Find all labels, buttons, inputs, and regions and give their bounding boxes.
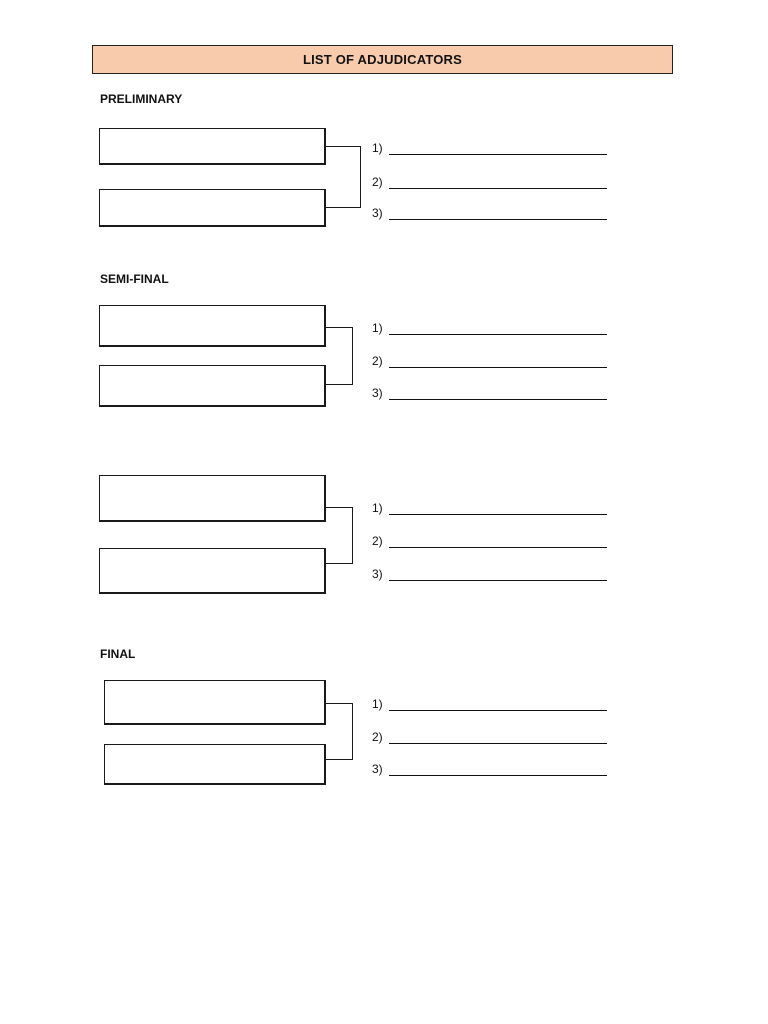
adjudicator-line[interactable] [372, 386, 612, 402]
line-number: 3) [372, 762, 383, 776]
team-box-7[interactable] [104, 680, 326, 725]
adjudicator-line[interactable] [372, 141, 612, 157]
line-number: 1) [372, 321, 383, 335]
line-number: 1) [372, 501, 383, 515]
adjudicator-line[interactable] [372, 730, 612, 746]
team-box-3[interactable] [99, 305, 326, 347]
line-number: 2) [372, 730, 383, 744]
team-box-2[interactable] [99, 189, 326, 227]
team-box-8[interactable] [104, 744, 326, 785]
line-number: 3) [372, 206, 383, 220]
team-box-4[interactable] [99, 365, 326, 407]
adjudicator-line[interactable] [372, 697, 612, 713]
section-label-semi-final: SEMI-FINAL [100, 272, 169, 286]
line-number: 3) [372, 386, 383, 400]
line-number: 1) [372, 141, 383, 155]
line-number: 3) [372, 567, 383, 581]
line-number: 2) [372, 354, 383, 368]
adjudicator-line[interactable] [372, 175, 612, 191]
section-label-preliminary: PRELIMINARY [100, 92, 183, 106]
adjudicator-line[interactable] [372, 567, 612, 583]
team-box-6[interactable] [99, 548, 326, 594]
page-title: LIST OF ADJUDICATORS [302, 52, 463, 67]
line-number: 2) [372, 534, 383, 548]
team-box-1[interactable] [99, 128, 326, 165]
adjudicator-line[interactable] [372, 534, 612, 550]
adjudicator-line[interactable] [372, 206, 612, 222]
line-number: 2) [372, 175, 383, 189]
adjudicator-line[interactable] [372, 762, 612, 778]
adjudicator-line[interactable] [372, 354, 612, 370]
adjudicator-line[interactable] [372, 501, 612, 517]
adjudicator-line[interactable] [372, 321, 612, 337]
section-label-final: FINAL [100, 647, 136, 661]
title-bar [92, 45, 673, 74]
team-box-5[interactable] [99, 475, 326, 522]
line-number: 1) [372, 697, 383, 711]
